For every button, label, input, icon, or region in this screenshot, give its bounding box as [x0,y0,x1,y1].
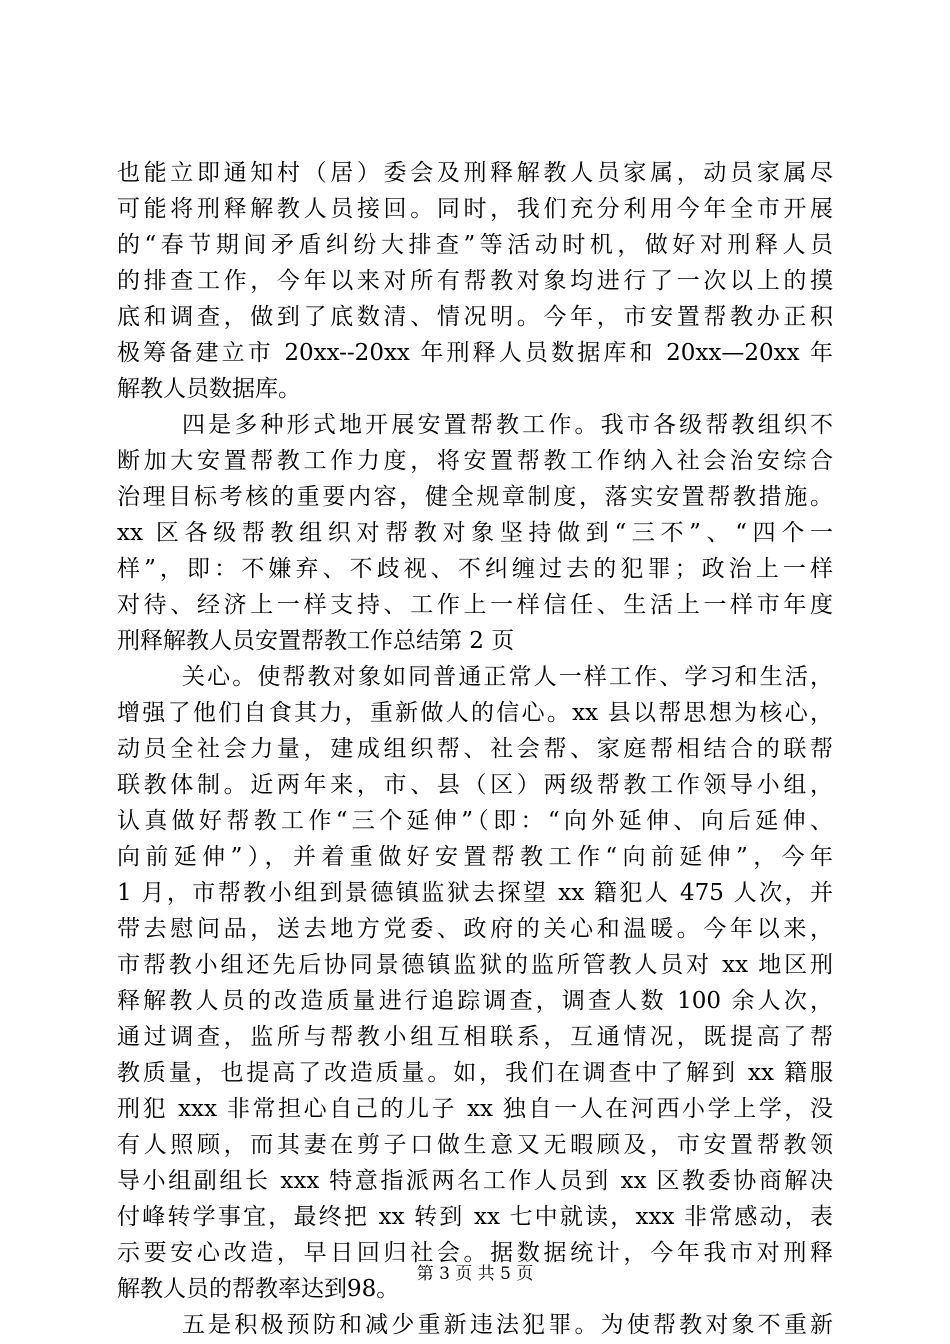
text-line: 可能将刑释解教人员接回。同时，我们充分利用今年全市开展 [117,196,833,222]
text-line: 带去慰问品，送去地方党委、政府的关心和温暖。今年以来， [117,916,833,942]
document-body [117,155,833,1343]
text-line: 市帮教小组还先后协同景德镇监狱的监所管教人员对 xx 地区刑 [117,952,833,978]
text-line: 的排查工作，今年以来对所有帮教对象均进行了一次以上的摸 [117,268,833,294]
paragraph-2 [117,407,833,659]
paragraph-3 [117,659,833,1307]
page-number-label: 第 3 页 共 5 页 [416,1264,534,1284]
text-line: 示要安心改造，早日回归社会。据数据统计，今年我市对刑释 [117,1240,833,1266]
text-line: 的“春节期间矛盾纠纷大排查”等活动时机，做好对刑释人员 [117,232,833,258]
text-line: 导小组副组长 xxx 特意指派两名工作人员到 xx 区教委协商解决 [117,1168,833,1194]
text-line: 解教人员数据库。 [117,376,301,402]
text-line: 认真做好帮教工作“三个延伸”（即：“向外延伸、向后延伸、 [117,808,833,834]
text-line: 通过调查，监所与帮教小组互相联系，互通情况，既提高了帮 [117,1024,833,1050]
text-line: 教质量，也提高了改造质量。如，我们在调查中了解到 xx 籍服 [117,1060,833,1086]
text-line: 动员全社会力量，建成组织帮、社会帮、家庭帮相结合的联帮 [117,736,833,762]
text-line: 向前延伸”），并着重做好安置帮教工作“向前延伸”，今年 [117,844,833,870]
text-line: 刑释解教人员安置帮教工作总结第 2 页 [117,628,515,654]
text-line: 1 月，市帮教小组到景德镇监狱去探望 xx 籍犯人 475 人次，并 [117,880,833,906]
text-line: 对待、经济上一样支持、工作上一样信任、生活上一样市年度 [117,592,833,618]
text-line: 释解教人员的改造质量进行追踪调查，调查人数 100 余人次， [117,988,833,1014]
text-line: 付峰转学事宜，最终把 xx 转到 xx 七中就读，xxx 非常感动，表 [117,1204,833,1230]
text-line: 联教体制。近两年来，市、县（区）两级帮教工作领导小组， [117,772,833,798]
paragraph-4 [117,1307,833,1343]
text-line: 治理目标考核的重要内容，健全规章制度，落实安置帮教措施。 [117,484,833,510]
text-line: 刑犯 xxx 非常担心自己的儿子 xx 独自一人在河西小学上学，没 [117,1096,833,1122]
text-line: 有人照顾，而其妻在剪子口做生意又无暇顾及，市安置帮教领 [117,1132,833,1158]
text-line: 增强了他们自食其力，重新做人的信心。xx 县以帮思想为核心， [117,700,833,726]
text-line: 样”，即：不嫌弃、不歧视、不纠缠过去的犯罪；政治上一样 [117,556,833,582]
paragraph-1 [117,155,833,407]
text-line: 底和调查，做到了底数清、情况明。今年，市安置帮教办正积 [117,304,833,330]
text-line: 极筹备建立市 20xx--20xx 年刑释人员数据库和 20xx—20xx 年 [117,340,833,366]
text-line: 也能立即通知村（居）委会及刑释解教人员家属，动员家属尽 [117,160,833,186]
text-line: xx 区各级帮教组织对帮教对象坚持做到“三不”、“四个一 [117,520,833,546]
page-footer [0,1262,950,1286]
text-line: 五是积极预防和减少重新违法犯罪。为使帮教对象不重新 [182,1312,833,1338]
text-line: 断加大安置帮教工作力度，将安置帮教工作纳入社会治安综合 [117,448,833,474]
text-line: 关心。使帮教对象如同普通正常人一样工作、学习和生活， [182,664,833,690]
text-line: 解教人员的帮教率达到98。 [117,1276,400,1302]
text-line: 四是多种形式地开展安置帮教工作。我市各级帮教组织不 [182,412,833,438]
